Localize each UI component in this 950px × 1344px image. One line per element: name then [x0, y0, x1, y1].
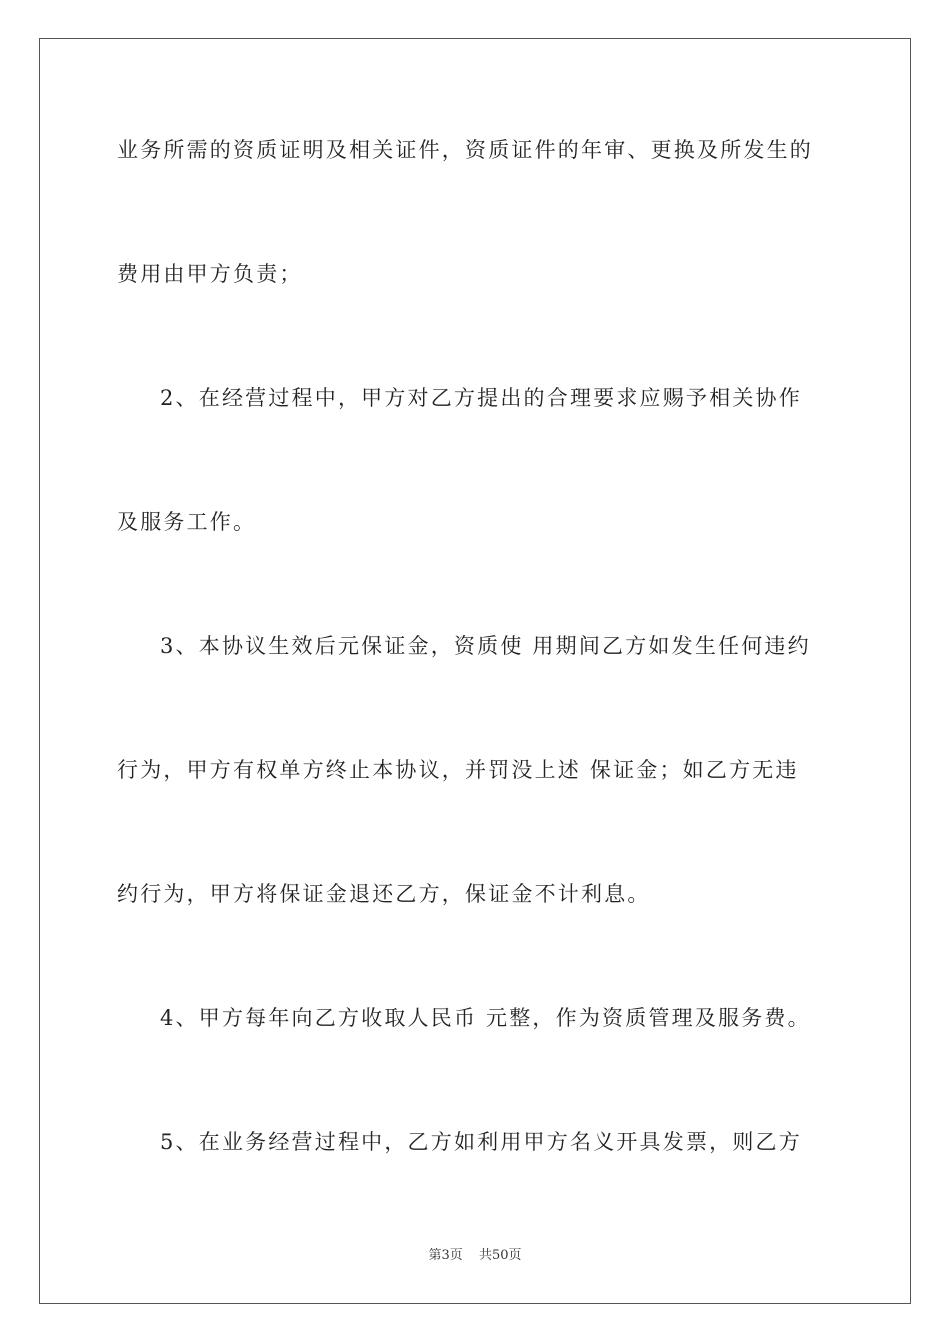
paragraph-line-9: 5、在业务经营过程中，乙方如利用甲方名义开具发票，则乙方 [160, 1130, 802, 1154]
paragraph-line-3: 2、在经营过程中，甲方对乙方提出的合理要求应赐予相关协作 [160, 386, 802, 410]
page-number-total: 共50页 [478, 1248, 522, 1263]
page-border [39, 38, 911, 1304]
paragraph-line-1: 业务所需的资质证明及相关证件，资质证件的年审、更换及所发生的 [117, 138, 813, 162]
paragraph-line-5: 3、本协议生效后元保证金，资质使 用期间乙方如发生任何违约 [160, 634, 811, 658]
paragraph-line-7: 约行为，甲方将保证金退还乙方，保证金不计利息。 [117, 882, 651, 906]
paragraph-line-6: 行为，甲方有权单方终止本协议，并罚没上述 保证金；如乙方无违 [117, 758, 799, 782]
page-footer [0, 1248, 950, 1264]
page-number-current: 第3页 [428, 1248, 463, 1263]
paragraph-line-4: 及服务工作。 [117, 510, 257, 534]
paragraph-line-8: 4、甲方每年向乙方收取人民币 元整，作为资质管理及服务费。 [160, 1006, 811, 1030]
paragraph-line-2: 费用由甲方负责； [117, 262, 303, 286]
